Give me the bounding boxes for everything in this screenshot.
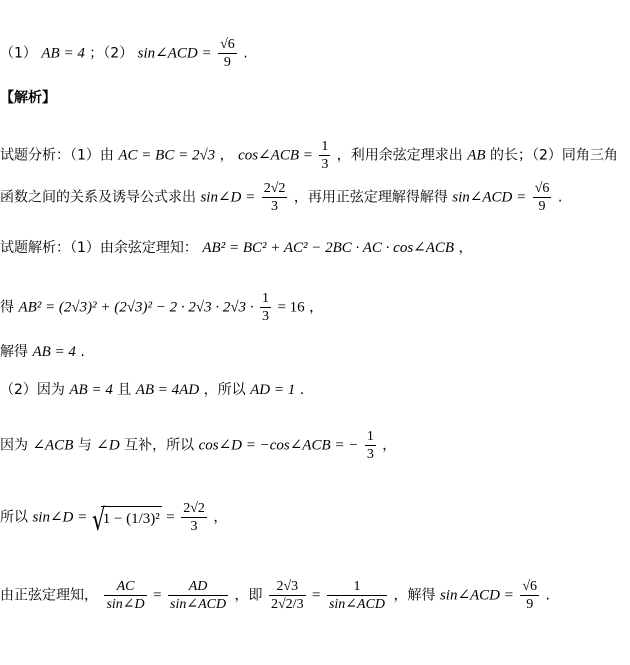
substituted-right: 1 sin∠ACD [328,579,386,612]
answer-line: （1） AB = 4 ；（2） sin∠ACD = $\frac{√6}{9}$ . [0,37,248,70]
solution-line-2: 得 AB² = (2√3)² + (2√3)² − 2 · 2√3 · 2√3 · $\frac{1}{3}$ = 16 ， [0,291,324,324]
analysis-heading: 【解析】 [0,90,56,106]
one-third-fraction: $\frac{1}{3}$ [321,139,329,172]
answer1-formula: AB = 4 [41,45,85,62]
sin-d-fraction: $\frac{2√2}{3}$ [263,181,286,214]
solution-line-4: （2）因为 AB = 4 且 AB = 4AD ，所以 AD = 1 . [0,382,305,398]
answer2-formula: sin∠ACD = [137,45,212,62]
part1-label: （1） [0,45,37,62]
sin-acd-fraction: $\frac{√6}{9}$ [534,181,550,214]
analysis-line-2: 函数之间的关系及诱导公式求出 sin∠D = $\frac{2√2}{3}$ ，再用正弦定理解得解得 sin∠ACD = $\frac{√6}{9}$ . [0,181,563,214]
law-of-sines-left: $\frac{AC}{\sin\angle D}$ [106,579,145,612]
solution-line-5: 因为 ∠ACB 与 ∠D 互补，所以 cos∠D = −cos∠ACB = − $\frac{1}{3}$ ， [0,429,397,462]
answer2-fraction: $\frac{√6}{9}$ [220,37,235,70]
part2-label: ；（2） [89,45,134,62]
law-of-sines-right: AD sin∠ACD [170,579,227,612]
solution-line-7: 由正弦定理知， $\frac{AC}{\sin\angle D}$ = AD sin∠ACD ，即 $\frac{2√3}{2√2/3}$ = 1 sin∠ACD ，解得 sin∠ACD = $\frac{√6}{9}$ . [0,579,550,612]
analysis-line-1: 试题分析：（1）由 AC = BC = 2√3 ， cos∠ACB = $\frac{1}{3}$ ，利用余弦定理求出 AB 的长；（2）同角三角 [0,139,618,172]
square-root-expression: √ 1 − (1/3)² [91,503,160,538]
solution-line-1: 试题解析：（1）由余弦定理知： AB² = BC² + AC² − 2BC · AC · cos∠ACB ， [0,240,473,256]
solution-line-3: 解得 AB = 4 . [0,344,85,360]
given-sides-formula: AC = BC = 2√3 [118,147,216,164]
cosine-law-formula: AB² = BC² + AC² − 2BC · AC · cos∠ACB [202,240,455,256]
substituted-left: $\frac{2√3}{2√2/3}$ [271,579,304,612]
solution-line-6: 所以 sin∠D = √ 1 − (1/3)² = $\frac{2√2}{3}$ ， [0,501,228,538]
cos-acb-formula: cos∠ACB = [238,147,313,164]
ab-squared-computation: AB² = (2√3)² + (2√3)² − 2 · 2√3 · 2√3 · [18,299,254,316]
